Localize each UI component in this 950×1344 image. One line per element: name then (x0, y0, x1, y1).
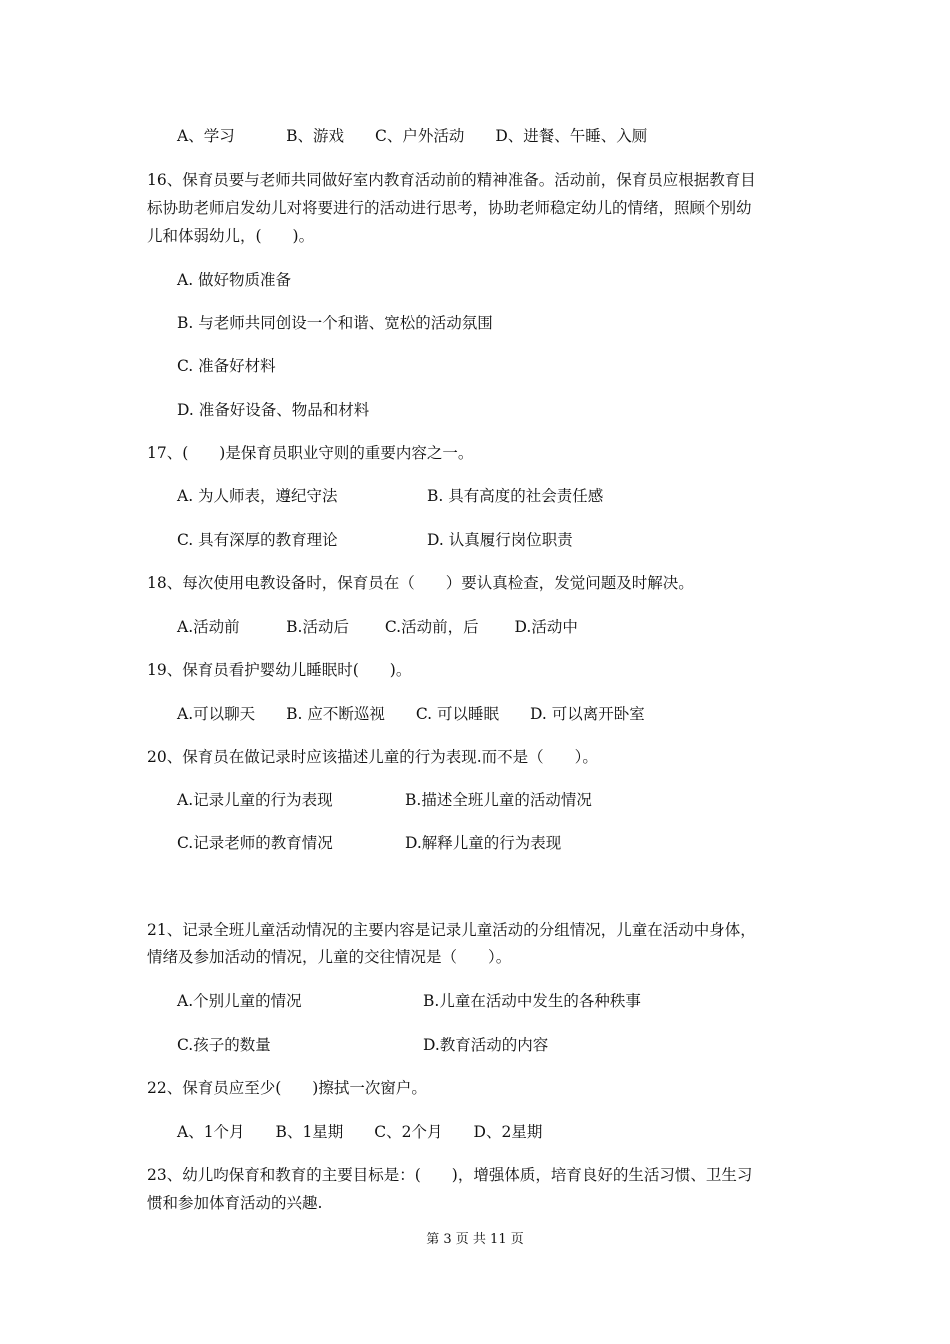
q20-stem: 20、保育员在做记录时应该描述儿童的行为表现.而不是（ ）。 (147, 748, 598, 766)
q21-option-c: C.孩子的数量 (177, 1036, 271, 1054)
q20-option-b: B.描述全班儿童的活动情况 (405, 791, 592, 809)
q16-option-c: C. 准备好材料 (177, 357, 276, 375)
q16-stem-line1: 16、保育员要与老师共同做好室内教育活动前的精神准备。活动前，保育员应根据教育目 (147, 171, 756, 189)
q21-option-d: D.教育活动的内容 (423, 1036, 549, 1054)
q21-stem-line1: 21、记录全班儿童活动情况的主要内容是记录儿童活动的分组情况，儿童在活动中身体， (147, 921, 756, 939)
q19-stem: 19、保育员看护婴幼儿睡眠时( )。 (147, 661, 412, 679)
page-number-footer: 第 3 页 共 11 页 (426, 1232, 524, 1247)
q21-stem-line2: 情绪及参加活动的情况，儿童的交往情况是（ ）。 (147, 948, 512, 966)
q20-option-a: A.记录儿童的行为表现 (177, 791, 333, 809)
q16-stem-line3: 儿和体弱幼儿，( )。 (147, 227, 315, 245)
q16-option-d: D. 准备好设备、物品和材料 (177, 401, 370, 419)
q17-stem: 17、( )是保育员职业守则的重要内容之一。 (147, 444, 474, 462)
q16-option-b: B. 与老师共同创设一个和谐、宽松的活动氛围 (177, 314, 493, 332)
q23-stem-line2: 惯和参加体育活动的兴趣. (147, 1194, 323, 1212)
q18-options: A.活动前 B.活动后 C.活动前，后 D.活动中 (177, 618, 578, 636)
q17-option-a: A. 为人师表，遵纪守法 (177, 487, 338, 505)
q21-option-b: B.儿童在活动中发生的各种秩事 (423, 992, 641, 1010)
q23-stem-line1: 23、幼儿呁保育和教育的主要目标是：( )，增强体质，培育良好的生活习惯、卫生习 (147, 1166, 753, 1184)
q15-options: A、学习 B、游戏 C、户外活动 D、进餐、午睡、入厕 (177, 127, 648, 145)
q16-stem-line2: 标协助老师启发幼儿对将要进行的活动进行思考，协助老师稳定幼儿的情绪，照顾个别幼 (147, 199, 752, 217)
q19-options: A.可以聊天 B. 应不断巡视 C. 可以睡眠 D. 可以离开卧室 (177, 705, 645, 723)
q22-stem: 22、保育员应至少( )擦拭一次窗户。 (147, 1079, 427, 1097)
q21-option-a: A.个别儿童的情况 (177, 992, 302, 1010)
q22-options: A、1个月 B、1星期 C、2个月 D、2星期 (177, 1123, 543, 1141)
q20-option-c: C.记录老师的教育情况 (177, 834, 333, 852)
q20-option-d: D.解释儿童的行为表现 (405, 834, 562, 852)
q16-option-a: A. 做好物质准备 (177, 271, 292, 289)
q17-option-d: D. 认真履行岗位职责 (427, 531, 573, 549)
q17-option-c: C. 具有深厚的教育理论 (177, 531, 338, 549)
q18-stem: 18、每次使用电教设备时，保育员在（ ）要认真检查，发觉问题及时解决。 (147, 574, 694, 592)
q17-option-b: B. 具有高度的社会责任感 (427, 487, 604, 505)
